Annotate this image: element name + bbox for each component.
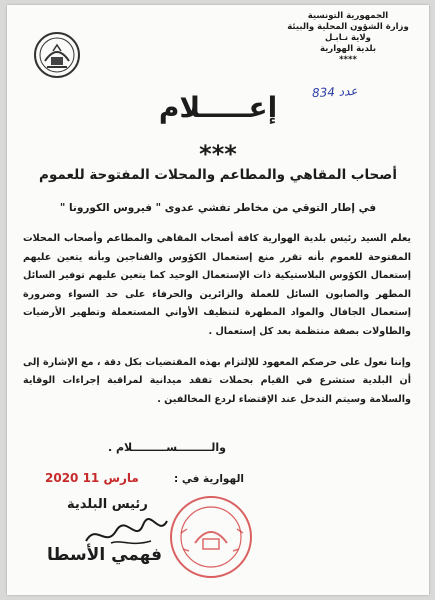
official-stamp-icon — [167, 493, 255, 581]
signer-title: رئيس البلدية — [67, 497, 148, 512]
signer-name: فهمي الأسطا — [47, 545, 163, 565]
municipality-line: بلدية الهوارية — [319, 44, 377, 54]
reference-number: 834 عدد — [311, 83, 358, 101]
subtitle: أصحاب المقاهي والمطاعم والمحلات المفتوحة للعموم — [39, 167, 397, 183]
title-stars: *** — [199, 140, 237, 168]
letterhead — [283, 11, 413, 66]
date-value: 2020 مارس 11 — [45, 471, 139, 485]
body-text — [23, 230, 411, 421]
header-stars: **** — [339, 55, 357, 65]
municipality-logo-icon — [33, 31, 81, 79]
ministry-line: وزارة الشؤون المحلية والبيئة — [287, 22, 409, 32]
paragraph: وإننا نعول على حرصكم المعهود للإلتزام بهذه المقتضيات بكل دقة ، مع الإشارة إلى أن البلدية ستشرع في القيام بحملات تفقد ميدانية لمراقبة إجراءات الوقاية والسلامة وسيتم التدخل عند الإقتضاء لردع المخالفين . — [23, 356, 411, 405]
document-page — [7, 5, 429, 595]
date-label: الهوارية في : — [173, 473, 244, 485]
paragraph: يعلم السيد رئيس بلدية الهوارية كافة أصحاب المقاهي والمطاعم وأصحاب المحلات المفتوحة للعموم بأنه تقرر منع إستعمال الكؤوس والفناجين وبأنه يتعين عليهم إستعمال الكؤوس البلاستيكية ذات الإستعمال الوحيد كما يتعين عليهم توفير السائل المطهر والصابون السائل للعملة والزائرين والحرفاء على حد السواء وضرورة إستعمال الجافال والمواد المطهرة لتنظيف الأواني المستعملة وتطهير الأرضيات والطاولات بصفة منتظمة بعد كل إستعمال . — [23, 233, 411, 337]
salutation: والـــــــــســـــــــلام . — [107, 441, 227, 454]
governorate-line: ولاية نـابـل — [325, 33, 371, 43]
page-title: إعـــــلام — [158, 91, 278, 124]
republic-line: الجمهورية التونسية — [307, 11, 389, 21]
context-line: في إطار التوقي من مخاطر تفشي عدوى " فيروس الكورونا " — [59, 202, 377, 214]
